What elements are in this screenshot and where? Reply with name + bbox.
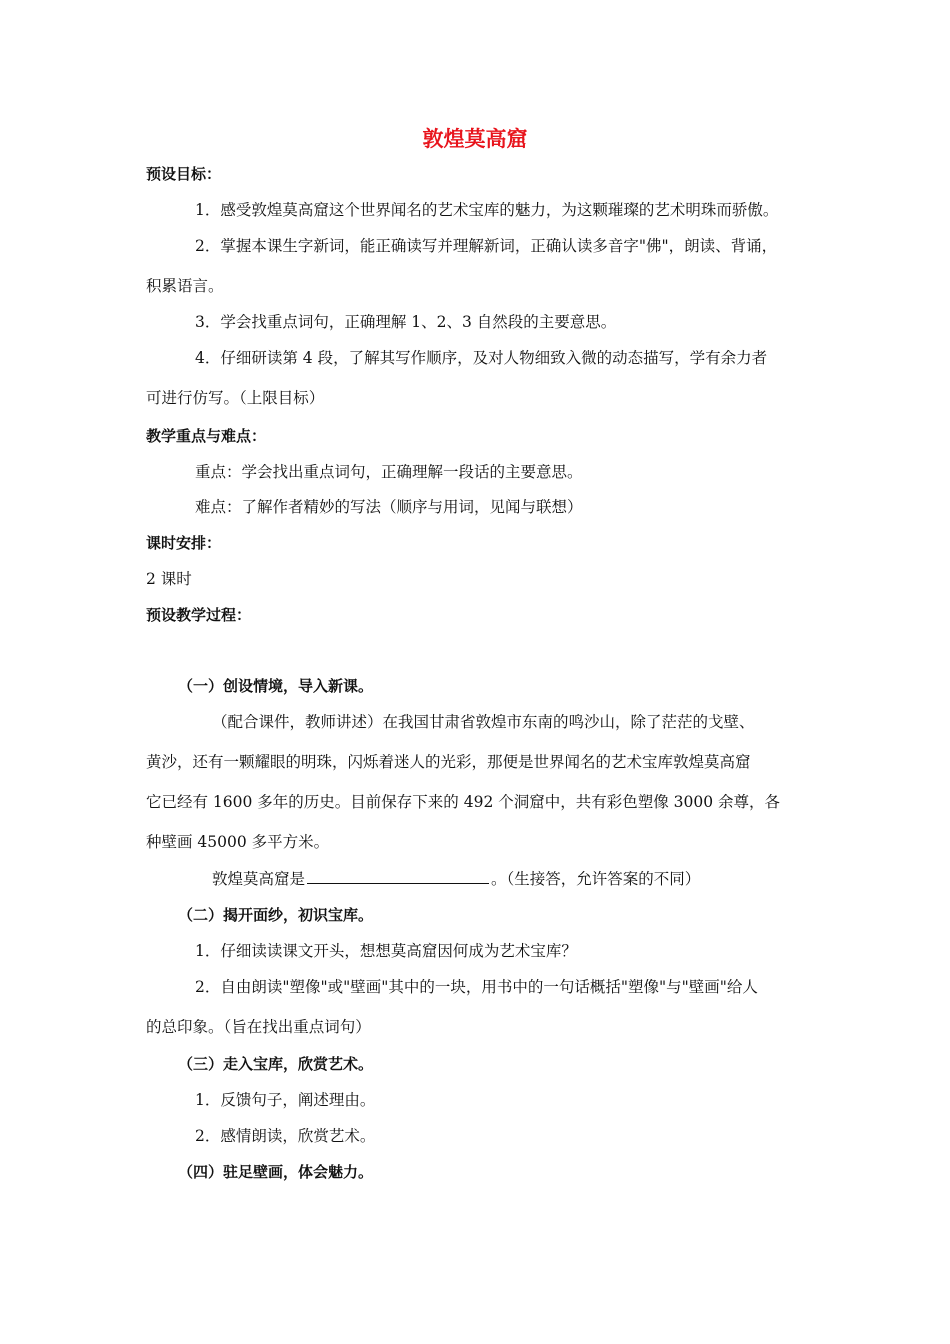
goal-item-4: 4．仔细研读第 4 段，了解其写作顺序，及对人物细致入微的动态描写，学有余力者 xyxy=(195,349,768,367)
step-1-paragraph-line: 种壁画 45000 多平方米。 xyxy=(146,833,330,851)
section-heading-goals: 预设目标： xyxy=(146,165,222,183)
step-2-item-2-cont: 的总印象。（旨在找出重点词句） xyxy=(146,1018,371,1036)
step-1-heading: （一）创设情境，导入新课。 xyxy=(178,677,374,695)
key-point: 重点：学会找出重点词句，正确理解一段话的主要意思。 xyxy=(195,463,583,481)
document-title: 敦煌莫高窟 xyxy=(422,127,528,151)
fill-in-blank-line xyxy=(212,869,700,889)
step-2-heading: （二）揭开面纱，初识宝库。 xyxy=(178,906,374,924)
step-4-heading: （四）驻足壁画，体会魅力。 xyxy=(178,1163,374,1181)
section-heading-key-points: 教学重点与难点： xyxy=(146,427,267,445)
goal-item-4-cont: 可进行仿写。（上限目标） xyxy=(146,389,325,407)
step-1-paragraph-line: 它已经有 1600 多年的历史。目前保存下来的 492 个洞窟中，共有彩色塑像 3000 余尊，各 xyxy=(146,793,781,811)
fill-in-prefix: 敦煌莫高窟是 xyxy=(212,870,306,888)
section-heading-schedule: 课时安排： xyxy=(146,534,222,552)
step-3-item-1: 1．反馈句子，阐述理由。 xyxy=(195,1091,376,1109)
section-heading-process: 预设教学过程： xyxy=(146,606,252,624)
step-2-item-1: 1．仔细读读课文开头，想想莫高窟因何成为艺术宝库？ xyxy=(195,942,577,960)
step-1-paragraph-line: 黄沙，还有一颗耀眼的明珠，闪烁着迷人的光彩，那便是世界闻名的艺术宝库敦煌莫高窟 xyxy=(146,753,751,771)
goal-item-3: 3．学会找重点词句，正确理解 1、2、3 自然段的主要意思。 xyxy=(195,313,617,331)
schedule-text: 2 课时 xyxy=(146,570,192,588)
goal-item-1: 1．感受敦煌莫高窟这个世界闻名的艺术宝库的魅力，为这颗璀璨的艺术明珠而骄傲。 xyxy=(195,201,779,219)
step-3-item-2: 2．感情朗读，欣赏艺术。 xyxy=(195,1127,376,1145)
fill-in-suffix: 。（生接答，允许答案的不同） xyxy=(491,870,701,888)
goal-item-2-cont: 积累语言。 xyxy=(146,277,224,295)
answer-blank xyxy=(307,869,489,884)
step-3-heading: （三）走入宝库，欣赏艺术。 xyxy=(178,1055,374,1073)
goal-item-2: 2．掌握本课生字新词，能正确读写并理解新词，正确认读多音字"佛"，朗读、背诵， xyxy=(195,237,778,255)
difficult-point: 难点：了解作者精妙的写法（顺序与用词，见闻与联想） xyxy=(195,498,583,516)
step-2-item-2: 2．自由朗读"塑像"或"壁画"其中的一块，用书中的一句话概括"塑像"与"壁画"给人 xyxy=(195,978,758,996)
step-1-paragraph-line: （配合课件，教师讲述）在我国甘肃省敦煌市东南的鸣沙山，除了茫茫的戈壁、 xyxy=(212,713,755,731)
